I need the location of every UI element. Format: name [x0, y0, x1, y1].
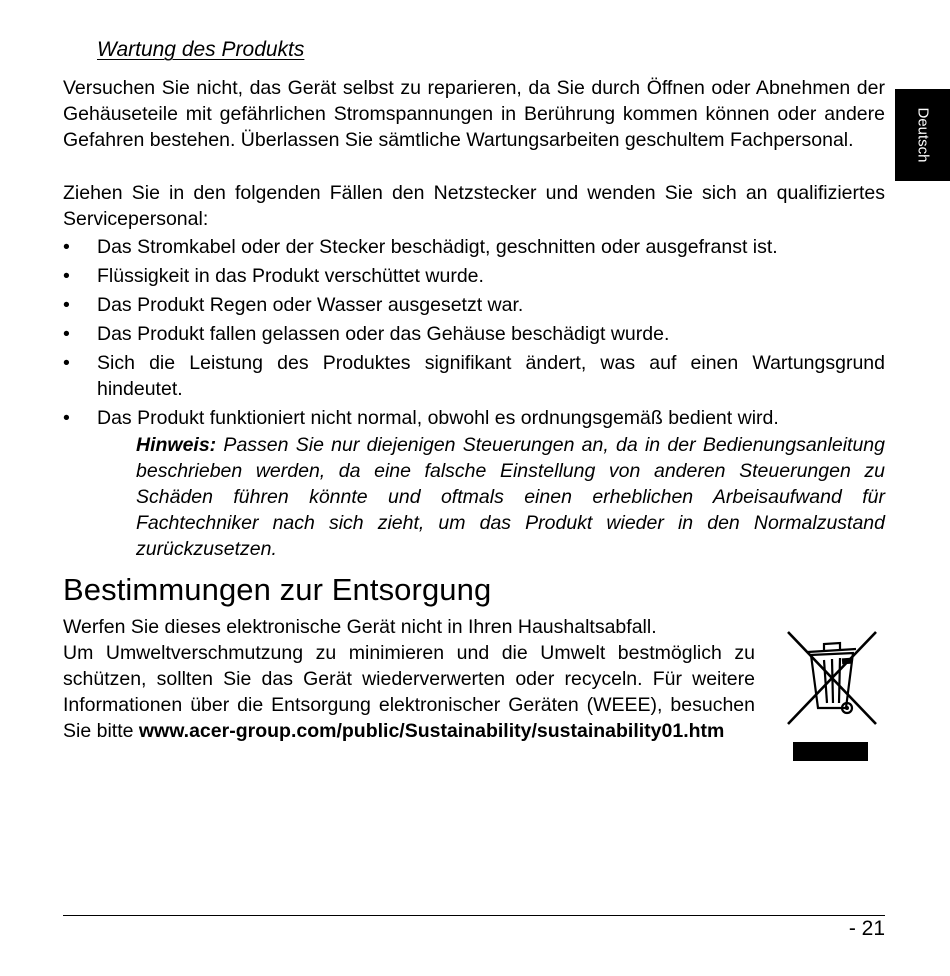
- maintenance-paragraph-1: Versuchen Sie nicht, das Gerät selbst zu reparieren, da Sie durch Öffnen oder Abnehmen der Gehäuseteile mit gefährlichen Stromspannungen in Berührung kommen können oder andere Gefahren bestehen. Überlassen Sie sämtliche Wartungsarbeiten geschultem Fachpersonal.: [63, 77, 885, 151]
- side-tab-label: Deutsch: [914, 107, 931, 163]
- sustainability-link[interactable]: www.acer-group.com/public/Sustainability/sustainability01.htm: [138, 720, 725, 742]
- list-item: [63, 263, 885, 289]
- maintenance-bullet-list: [63, 234, 885, 434]
- bullet-glyph: •: [63, 352, 70, 374]
- footer-divider: [63, 915, 885, 916]
- disposal-line-1: Werfen Sie dieses elektronische Gerät nicht in Ihren Haushaltsabfall.: [63, 616, 657, 638]
- disposal-paragraph: [63, 614, 755, 744]
- page-number: - 21: [848, 917, 885, 940]
- list-item-text: Das Produkt funktioniert nicht normal, obwohl es ordnungsgemäß bedient wird.: [97, 407, 779, 429]
- weee-crossed-bin-icon: [784, 628, 880, 728]
- list-item-text: Sich die Leistung des Produktes signifikant ändert, was auf einen Wartungsgrund hindeutet.: [97, 352, 885, 400]
- list-item: [63, 405, 885, 431]
- language-side-tab: [895, 89, 950, 181]
- list-item: [63, 321, 885, 347]
- list-item-text: Flüssigkeit in das Produkt verschüttet wurde.: [97, 265, 484, 287]
- maintenance-heading: Wartung des Produkts: [97, 38, 305, 61]
- list-item: [63, 292, 885, 318]
- disposal-text: Um Umweltverschmutzung zu minimieren und die Umwelt bestmöglich zu schützen, sollten Sie das Gerät wiederverwerten oder recyceln. Für weitere Informationen über die Entsorgung elektronischer Geräten (WEEE), besuchen Sie bitte: [63, 642, 755, 742]
- disposal-title: Bestimmungen zur Entsorgung: [63, 572, 492, 607]
- disposal-body: [63, 640, 755, 744]
- note-paragraph: [136, 432, 885, 562]
- list-item-text: Das Produkt fallen gelassen oder das Gehäuse beschädigt wurde.: [97, 323, 670, 345]
- bullet-glyph: •: [63, 323, 70, 345]
- bullet-glyph: •: [63, 407, 70, 429]
- list-item-text: Das Produkt Regen oder Wasser ausgesetzt war.: [97, 294, 524, 316]
- bullet-glyph: •: [63, 294, 70, 316]
- bullet-glyph: •: [63, 236, 70, 258]
- list-item-text: Das Stromkabel oder der Stecker beschädigt, geschnitten oder ausgefranst ist.: [97, 236, 778, 258]
- maintenance-paragraph-2: Ziehen Sie in den folgenden Fällen den Netzstecker und wenden Sie sich an qualifiziertes Servicepersonal:: [63, 182, 885, 230]
- note-text: Passen Sie nur diejenigen Steuerungen an, da in der Bedienungsanleitung beschrieben werden, da eine falsche Einstellung von anderen Steuerungen zu Schäden führen könnte und oftmals einen erheblichen Arbeisaufwand für Fachtechniker nach sich zieht, um das Produkt wieder in den Normalzustand zurückzusetzen.: [136, 434, 885, 560]
- list-item: [63, 234, 885, 260]
- weee-solid-bar: [793, 742, 868, 761]
- note-label: Hinweis:: [136, 434, 217, 456]
- list-item: [63, 350, 885, 402]
- bullet-glyph: •: [63, 265, 70, 287]
